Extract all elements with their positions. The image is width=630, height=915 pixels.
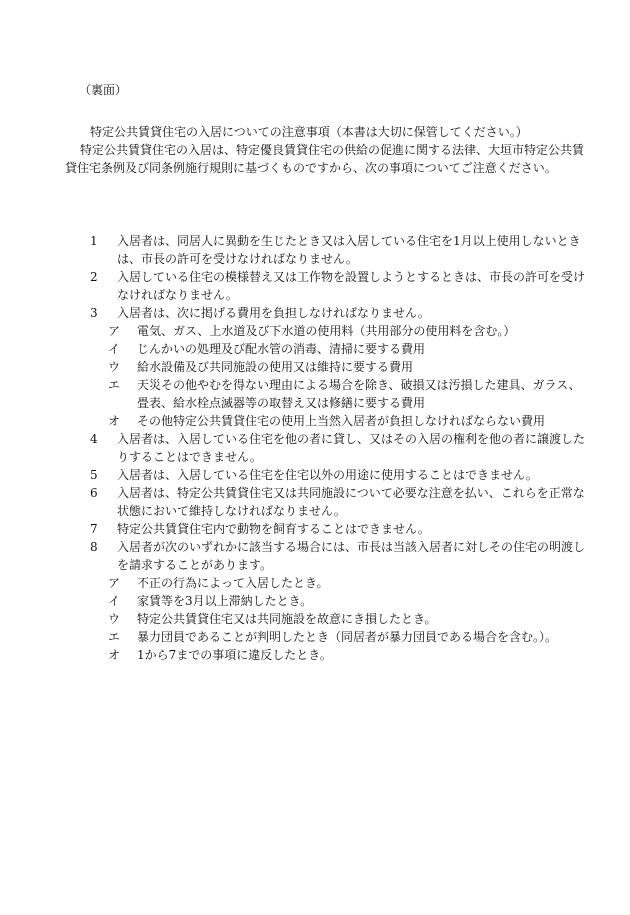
notice-item-number: 7 (90, 522, 98, 536)
notice-subitem (65, 340, 585, 358)
notice-item-text: 入居者は、入居している住宅を住宅以外の用途に使用することはできません。 (117, 468, 538, 482)
notice-item-text: 入居している住宅の模様替え又は工作物を設置しようとするときは、市長の許可を受けなければなりません。 (117, 270, 586, 302)
notice-title: 特定公共賃貸住宅の入居についての注意事項（本書は大切に保管してください。） (90, 125, 528, 139)
notice-subitem (65, 628, 585, 646)
notice-subitem-text: 電気、ガス、上水道及び下水道の使用料（共用部分の使用料を含む。） (137, 324, 516, 338)
notice-items-list (65, 232, 585, 664)
notice-item-number: 8 (90, 540, 98, 554)
notice-subitem-text: 不正の行為によって入居したとき。 (137, 576, 329, 590)
notice-subitem-number: エ (108, 630, 121, 644)
notice-subitem-number: イ (108, 594, 121, 608)
notice-subitem-text: 暴力団員であることが判明したとき（同居者が暴力団員である場合を含む。）。 (137, 630, 558, 644)
notice-item-text: 入居者が次のいずれかに該当する場合には、市長は当該入居者に対しその住宅の明渡しを請求することがあります。 (117, 540, 586, 572)
notice-item-text: 特定公共賃貸住宅内で動物を飼育することはできません。 (117, 522, 430, 536)
notice-subitem-text: 家賃等を3月以上滞納したとき。 (137, 594, 313, 608)
notice-item (65, 538, 585, 574)
notice-subitem-text: 特定公共賃貸住宅又は共同施設を故意にき損したとき。 (137, 612, 437, 626)
notice-subitem-number: イ (108, 342, 121, 356)
notice-subitem (65, 412, 585, 430)
notice-item-number: 5 (90, 468, 98, 482)
notice-subitem-number: ア (108, 324, 121, 338)
notice-item (65, 304, 585, 322)
notice-item (65, 484, 585, 520)
notice-item-text: 入居者は、次に掲げる費用を負担しなければなりません。 (117, 306, 430, 320)
intro-paragraph: 特定公共賃貸住宅の入居は、特定優良賃貸住宅の供給の促進に関する法律、大垣市特定公共賃貸住宅条例及び同条例施行規則に基づくものですから、次の事項についてご注意ください。 (65, 143, 585, 175)
side-label: （裏面） (79, 83, 128, 97)
notice-subitem-text: その他特定公共賃貸住宅の使用上当然入居者が負担しなければならない費用 (137, 414, 546, 428)
notice-subitem-number: オ (108, 414, 121, 428)
notice-subitem (65, 610, 585, 628)
notice-subitem-number: ウ (108, 360, 121, 374)
notice-item (65, 520, 585, 538)
notice-subitem-text: 天災その他やむを得ない理由による場合を除き、破損又は汚損した建具、ガラス、畳表、給水栓点滅器等の取替え又は修繕に要する費用 (137, 378, 581, 410)
notice-item-number: 2 (90, 270, 98, 284)
notice-subitem-number: ア (108, 576, 121, 590)
notice-item-text: 入居者は、同居人に異動を生じたとき又は入居している住宅を1月以上使用しないときは、市長の許可を受けなければなりません。 (117, 234, 581, 266)
notice-subitem-number: ウ (108, 612, 121, 626)
notice-item (65, 430, 585, 466)
notice-item-text: 入居者は、特定公共賃貸住宅又は共同施設について必要な注意を払い、これらを正常な状態において維持しなければなりません。 (117, 486, 585, 518)
notice-subitem (65, 592, 585, 610)
notice-item-number: 3 (90, 306, 98, 320)
notice-item (65, 232, 585, 268)
notice-item-number: 1 (90, 234, 98, 248)
notice-subitem (65, 358, 585, 376)
notice-subitem-number: エ (108, 378, 121, 392)
notice-item-number: 6 (90, 486, 98, 500)
notice-subitem (65, 376, 585, 412)
notice-subitem (65, 574, 585, 592)
notice-subitem-text: じんかいの処理及び配水管の消毒、清掃に要する費用 (137, 342, 426, 356)
notice-subitem (65, 322, 585, 340)
notice-item (65, 268, 585, 304)
notice-subitem-text: 1から7までの事項に違反したとき。 (137, 648, 332, 662)
notice-subitem-number: オ (108, 648, 121, 662)
notice-subitem-text: 給水設備及び共同施設の使用又は維持に要する費用 (137, 360, 414, 374)
notice-subitem (65, 646, 585, 664)
notice-item (65, 466, 585, 484)
notice-item-number: 4 (90, 432, 98, 446)
notice-item-text: 入居者は、入居している住宅を他の者に貸し、又はその入居の権利を他の者に譲渡したりすることはできません。 (117, 432, 586, 464)
